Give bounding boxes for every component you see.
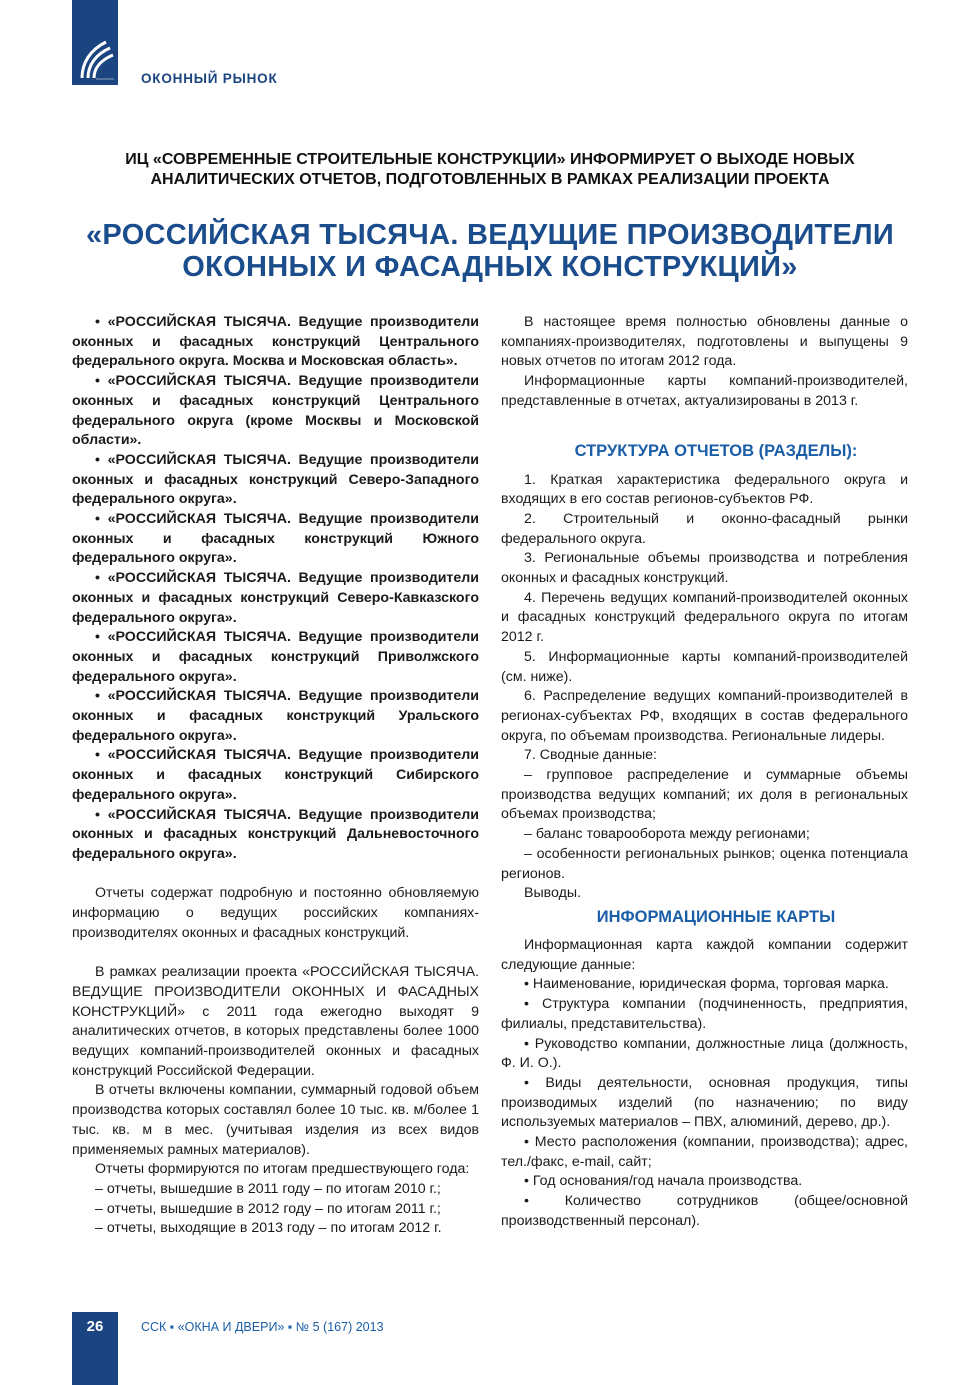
report-bullet: • «РОССИЙСКАЯ ТЫСЯЧА. Ведущие производители оконных и фасадных конструкций Центрального федерального округа (кроме Москвы и Московской области». [72, 373, 479, 449]
card-item: • Виды деятельности, основная продукция, типы производимых изделий (по назначению; по виду используемых материалов – ПВХ, алюминий, дерево, др.). [501, 1074, 908, 1131]
kicker-line: АНАЛИТИЧЕСКИХ ОТЧЕТОВ, ПОДГОТОВЛЕННЫХ В РАМКАХ РЕАЛИЗАЦИИ ПРОЕКТА [150, 171, 830, 188]
dash-item: – отчеты, выходящие в 2013 году – по итогам 2012 г. [95, 1220, 442, 1237]
dash-item: – отчеты, вышедшие в 2011 году – по итогам 2010 г.; [95, 1180, 441, 1197]
report-bullet: • «РОССИЙСКАЯ ТЫСЯЧА. Ведущие производители оконных и фасадных конструкций Приволжского федерального округа». [72, 629, 479, 685]
report-bullet: • «РОССИЙСКАЯ ТЫСЯЧА. Ведущие производители оконных и фасадных конструкций Дальневосточного федерального округа». [72, 806, 479, 862]
card-item: • Количество сотрудников (общее/основной производственный персонал). [501, 1193, 908, 1229]
paragraph: Отчеты содержат подробную и постоянно обновляемую информацию о ведущих российских компаниях-производителях оконных и фасадных конструкций. [72, 885, 479, 941]
report-bullet: • «РОССИЙСКАЯ ТЫСЯЧА. Ведущие производители оконных и фасадных конструкций Северо-Кавказского федерального округа». [72, 570, 479, 626]
report-bullet: • «РОССИЙСКАЯ ТЫСЯЧА. Ведущие производители оконных и фасадных конструкций Уральского федерального округа». [72, 688, 479, 744]
card-item: • Год основания/год начала производства. [524, 1173, 803, 1190]
paragraph: В отчеты включены компании, суммарный годовой объем производства которых составлял более 10 тыс. кв. м/более 1 тыс. кв. м в мес. (учитывая изделия из всех видов применяемых рамных материалов). [72, 1082, 479, 1158]
report-bullet: • «РОССИЙСКАЯ ТЫСЯЧА. Ведущие производители оконных и фасадных конструкций Центрального федерального округа. Москва и Московская область». [72, 314, 479, 370]
logo-icon [76, 38, 116, 82]
title-line: ОКОННЫХ И ФАСАДНЫХ КОНСТРУКЦИЙ» [182, 251, 798, 283]
paragraph: В рамках реализации проекта «РОССИЙСКАЯ ТЫСЯЧА. ВЕДУЩИЕ ПРОИЗВОДИТЕЛИ ОКОННЫХ И ФАСАДНЫХ КОНСТРУКЦИЙ» с 2011 года ежегодно выходят 9 аналитических отчетов, в которых представлены более 1000 ведущих компаний-производителей оконных и фасадных конструкций Российской Федерации. [72, 964, 479, 1079]
card-item: • Наименование, юридическая форма, торговая марка. [524, 976, 889, 993]
left-column [72, 313, 479, 1239]
card-item: • Структура компании (подчиненность, предприятия, филиалы, представительства). [501, 996, 908, 1032]
section-label: ОКОННЫЙ РЫНОК [141, 71, 278, 86]
footer-text: ССК ▪ «ОКНА И ДВЕРИ» ▪ № 5 (167) 2013 [141, 1320, 384, 1334]
structure-item: – баланс товарооборота между регионами; [524, 826, 810, 843]
structure-item: – групповое распределение и суммарные объемы производства ведущих компаний; их доля в региональных объемах производства; [501, 767, 908, 823]
report-bullet: • «РОССИЙСКАЯ ТЫСЯЧА. Ведущие производители оконных и фасадных конструкций Сибирского федерального округа». [72, 747, 479, 803]
card-item: • Место расположения (компании, производства); адрес, тел./факс, e-mail, сайт; [501, 1134, 908, 1170]
structure-item: – особенности региональных рынков; оценка потенциала регионов. [501, 845, 908, 882]
structure-item: 3. Региональные объемы производства и потребления оконных и фасадных конструкций. [501, 550, 908, 587]
dash-item: – отчеты, вышедшие в 2012 году – по итогам 2011 г.; [95, 1200, 441, 1217]
structure-item: Выводы. [524, 885, 582, 902]
structure-item: 6. Распределение ведущих компаний-производителей в регионах-субъектах РФ, входящих в состав федерального округа, по объемам производства. Региональные лидеры. [501, 688, 908, 744]
right-column [501, 313, 908, 1232]
cards-heading: ИНФОРМАЦИОННЫЕ КАРТЫ [596, 907, 836, 926]
structure-item: 2. Строительный и оконно-фасадный рынки федерального округа. [501, 510, 908, 547]
structure-item: 5. Информационные карты компаний-производителей (см. ниже). [501, 648, 908, 685]
report-bullet: • «РОССИЙСКАЯ ТЫСЯЧА. Ведущие производители оконных и фасадных конструкций Южного федерального округа». [72, 511, 479, 567]
kicker-heading [72, 150, 908, 190]
page-title [60, 219, 920, 283]
paragraph: Информационная карта каждой компании содержит следующие данные: [501, 936, 908, 973]
card-item: • Руководство компании, должностные лица (должность, Ф. И. О.). [501, 1035, 908, 1072]
paragraph: В настоящее время полностью обновлены данные о компаниях-производителях, подготовлены и выпущены 9 новых отчетов по итогам 2012 года. [501, 314, 908, 370]
title-line: «РОССИЙСКАЯ ТЫСЯЧА. ВЕДУЩИЕ ПРОИЗВОДИТЕЛИ [86, 219, 894, 251]
structure-item: 7. Сводные данные: [524, 747, 657, 764]
structure-item: 4. Перечень ведущих компаний-производителей оконных и фасадных конструкций федерального округа по итогам 2012 г. [501, 589, 908, 646]
page-number: 26 [86, 1318, 104, 1335]
structure-item: 1. Краткая характеристика федерального округа и входящих в его состав регионов-субъектов РФ. [501, 471, 908, 508]
paragraph: Отчеты формируются по итогам предшествующего года: [95, 1161, 470, 1178]
kicker-line: ИЦ «СОВРЕМЕННЫЕ СТРОИТЕЛЬНЫЕ КОНСТРУКЦИИ» ИНФОРМИРУЕТ О ВЫХОДЕ НОВЫХ [125, 151, 855, 168]
report-bullet: • «РОССИЙСКАЯ ТЫСЯЧА. Ведущие производители оконных и фасадных конструкций Северо-Западного федерального округа». [72, 451, 479, 508]
structure-heading: СТРУКТУРА ОТЧЕТОВ (РАЗДЕЛЫ): [574, 441, 858, 460]
paragraph: Информационные карты компаний-производителей, представленные в отчетах, актуализированы в 2013 г. [501, 373, 908, 409]
